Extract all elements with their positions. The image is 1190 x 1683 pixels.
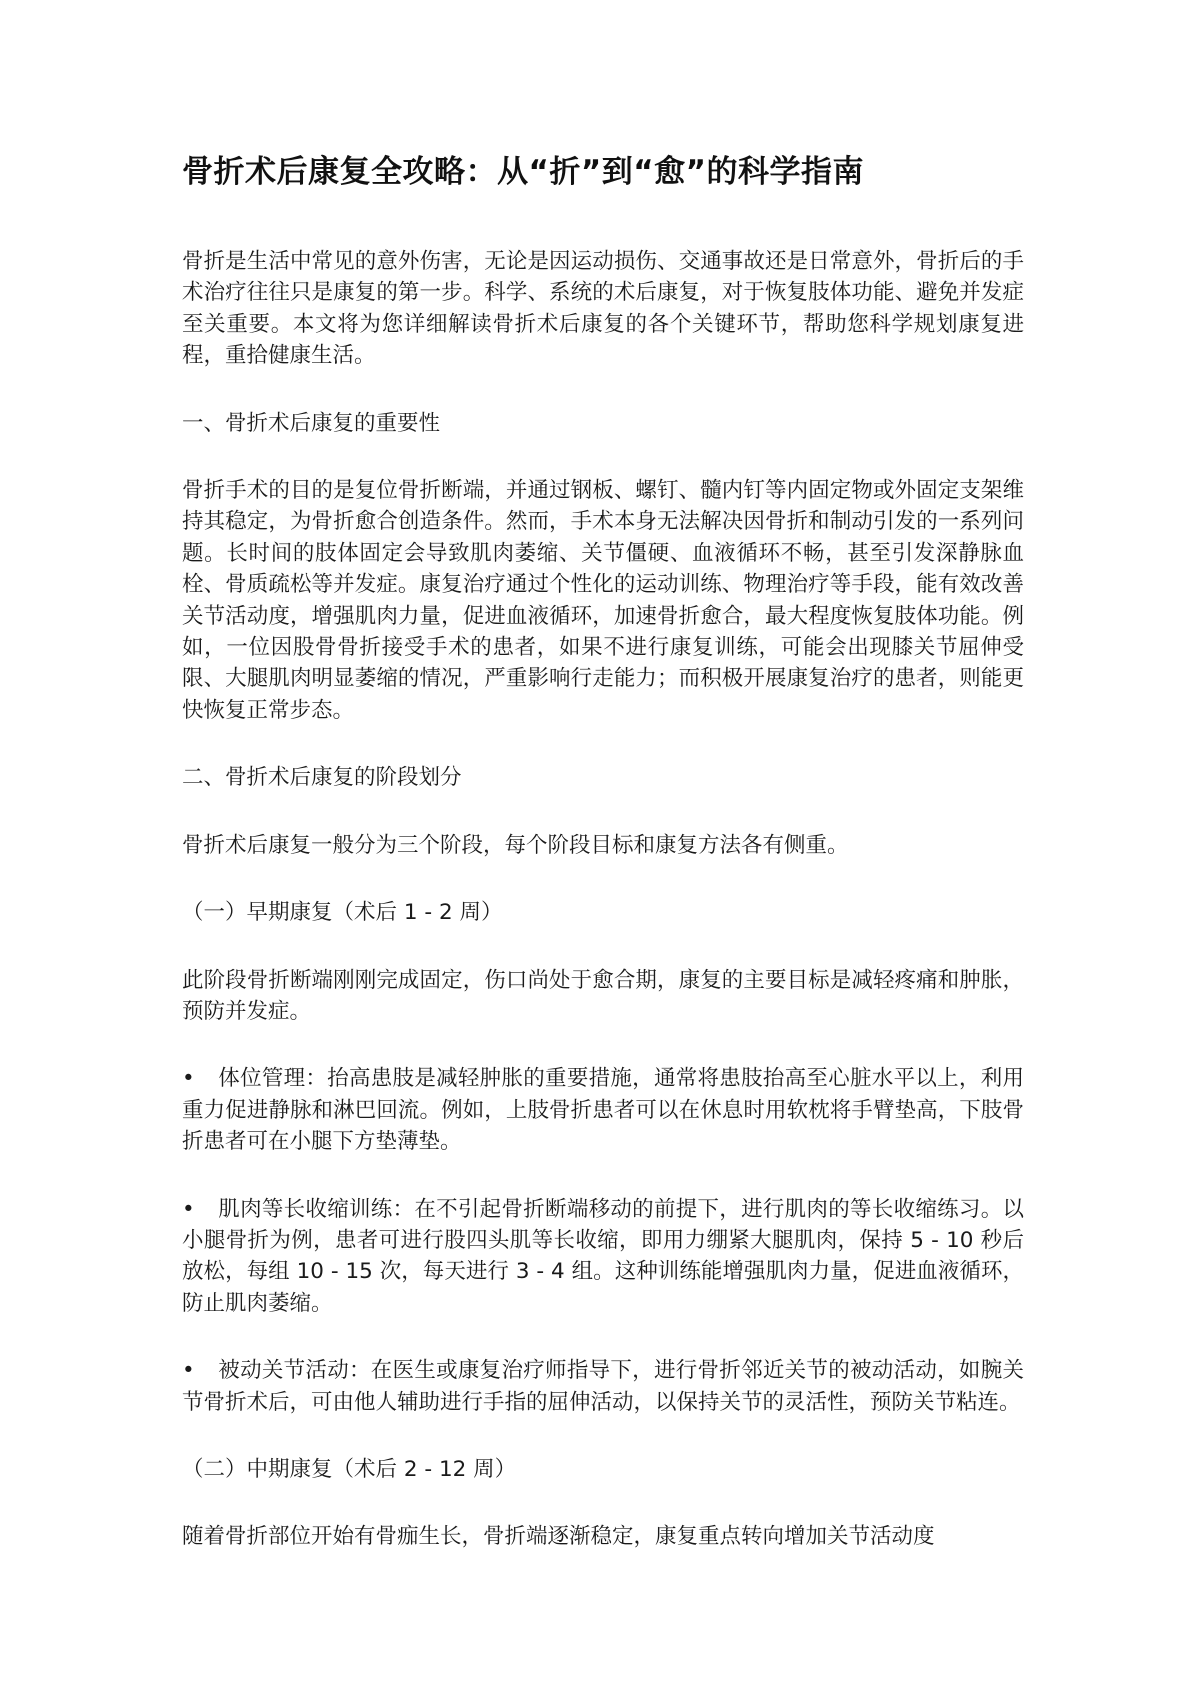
section-heading-stages: 二、骨折术后康复的阶段划分 [182,765,462,791]
bullet-item-posture [182,1063,1024,1157]
bullet-marker: • [182,1196,195,1222]
document-page [182,150,1024,1589]
section-heading-importance: 一、骨折术后康复的重要性 [182,410,441,436]
bullet-marker: • [182,1358,195,1384]
bullet-text-passive: 被动关节活动：在医生或康复治疗师指导下，进行骨折邻近关节的被动活动，如腕关节骨折术后，可由他人辅助进行手指的屈伸活动，以保持关节的灵活性，预防关节粘连。 [182,1358,1024,1415]
document-title: 骨折术后康复全攻略：从“折”到“愈”的科学指南 [182,154,864,190]
subheading-mid-stage: （二）中期康复（术后 2 - 12 周） [182,1456,517,1482]
intro-paragraph: 骨折是生活中常见的意外伤害，无论是因运动损伤、交通事故还是日常意外，骨折后的手术治疗往往只是康复的第一步。科学、系统的术后康复，对于恢复肢体功能、避免并发症至关重要。本文将为您详细解读骨折术后康复的各个关键环节，帮助您科学规划康复进程，重拾健康生活。 [182,249,1024,369]
early-stage-paragraph: 此阶段骨折断端刚刚完成固定，伤口尚处于愈合期，康复的主要目标是减轻疼痛和肿胀，预防并发症。 [182,967,1024,1024]
subheading-early-stage: （一）早期康复（术后 1 - 2 周） [182,900,503,926]
bullet-text-isometric: 肌肉等长收缩训练：在不引起骨折断端移动的前提下，进行肌肉的等长收缩练习。以小腿骨折为例，患者可进行股四头肌等长收缩，即用力绷紧大腿肌肉，保持 5 - 10 秒后放松，每组 10 - 15 次，每天进行 3 - 4 组。这种训练能增强肌肉力量，促进血液循环，防止肌肉萎缩。 [182,1196,1024,1316]
mid-stage-paragraph: 随着骨折部位开始有骨痂生长，骨折端逐渐稳定，康复重点转向增加关节活动度 [182,1524,935,1550]
bullet-text-posture: 体位管理：抬高患肢是减轻肿胀的重要措施，通常将患肢抬高至心脏水平以上，利用重力促进静脉和淋巴回流。例如，上肢骨折患者可以在休息时用软枕将手臂垫高，下肢骨折患者可在小腿下方垫薄垫。 [182,1066,1024,1155]
bullet-item-passive [182,1355,1024,1418]
bullet-marker: • [182,1066,195,1092]
bullet-item-isometric [182,1194,1024,1320]
importance-paragraph: 骨折手术的目的是复位骨折断端，并通过钢板、螺钉、髓内钉等内固定物或外固定支架维持其稳定，为骨折愈合创造条件。然而，手术本身无法解决因骨折和制动引发的一系列问题。长时间的肢体固定会导致肌肉萎缩、关节僵硬、血液循环不畅，甚至引发深静脉血栓、骨质疏松等并发症。康复治疗通过个性化的运动训练、物理治疗等手段，能有效改善关节活动度，增强肌肉力量，促进血液循环，加速骨折愈合，最大程度恢复肢体功能。例如，一位因股骨骨折接受手术的患者，如果不进行康复训练，可能会出现膝关节屈伸受限、大腿肌肉明显萎缩的情况，严重影响行走能力；而积极开展康复治疗的患者，则能更快恢复正常步态。 [182,478,1024,723]
stages-intro-paragraph: 骨折术后康复一般分为三个阶段，每个阶段目标和康复方法各有侧重。 [182,832,849,858]
